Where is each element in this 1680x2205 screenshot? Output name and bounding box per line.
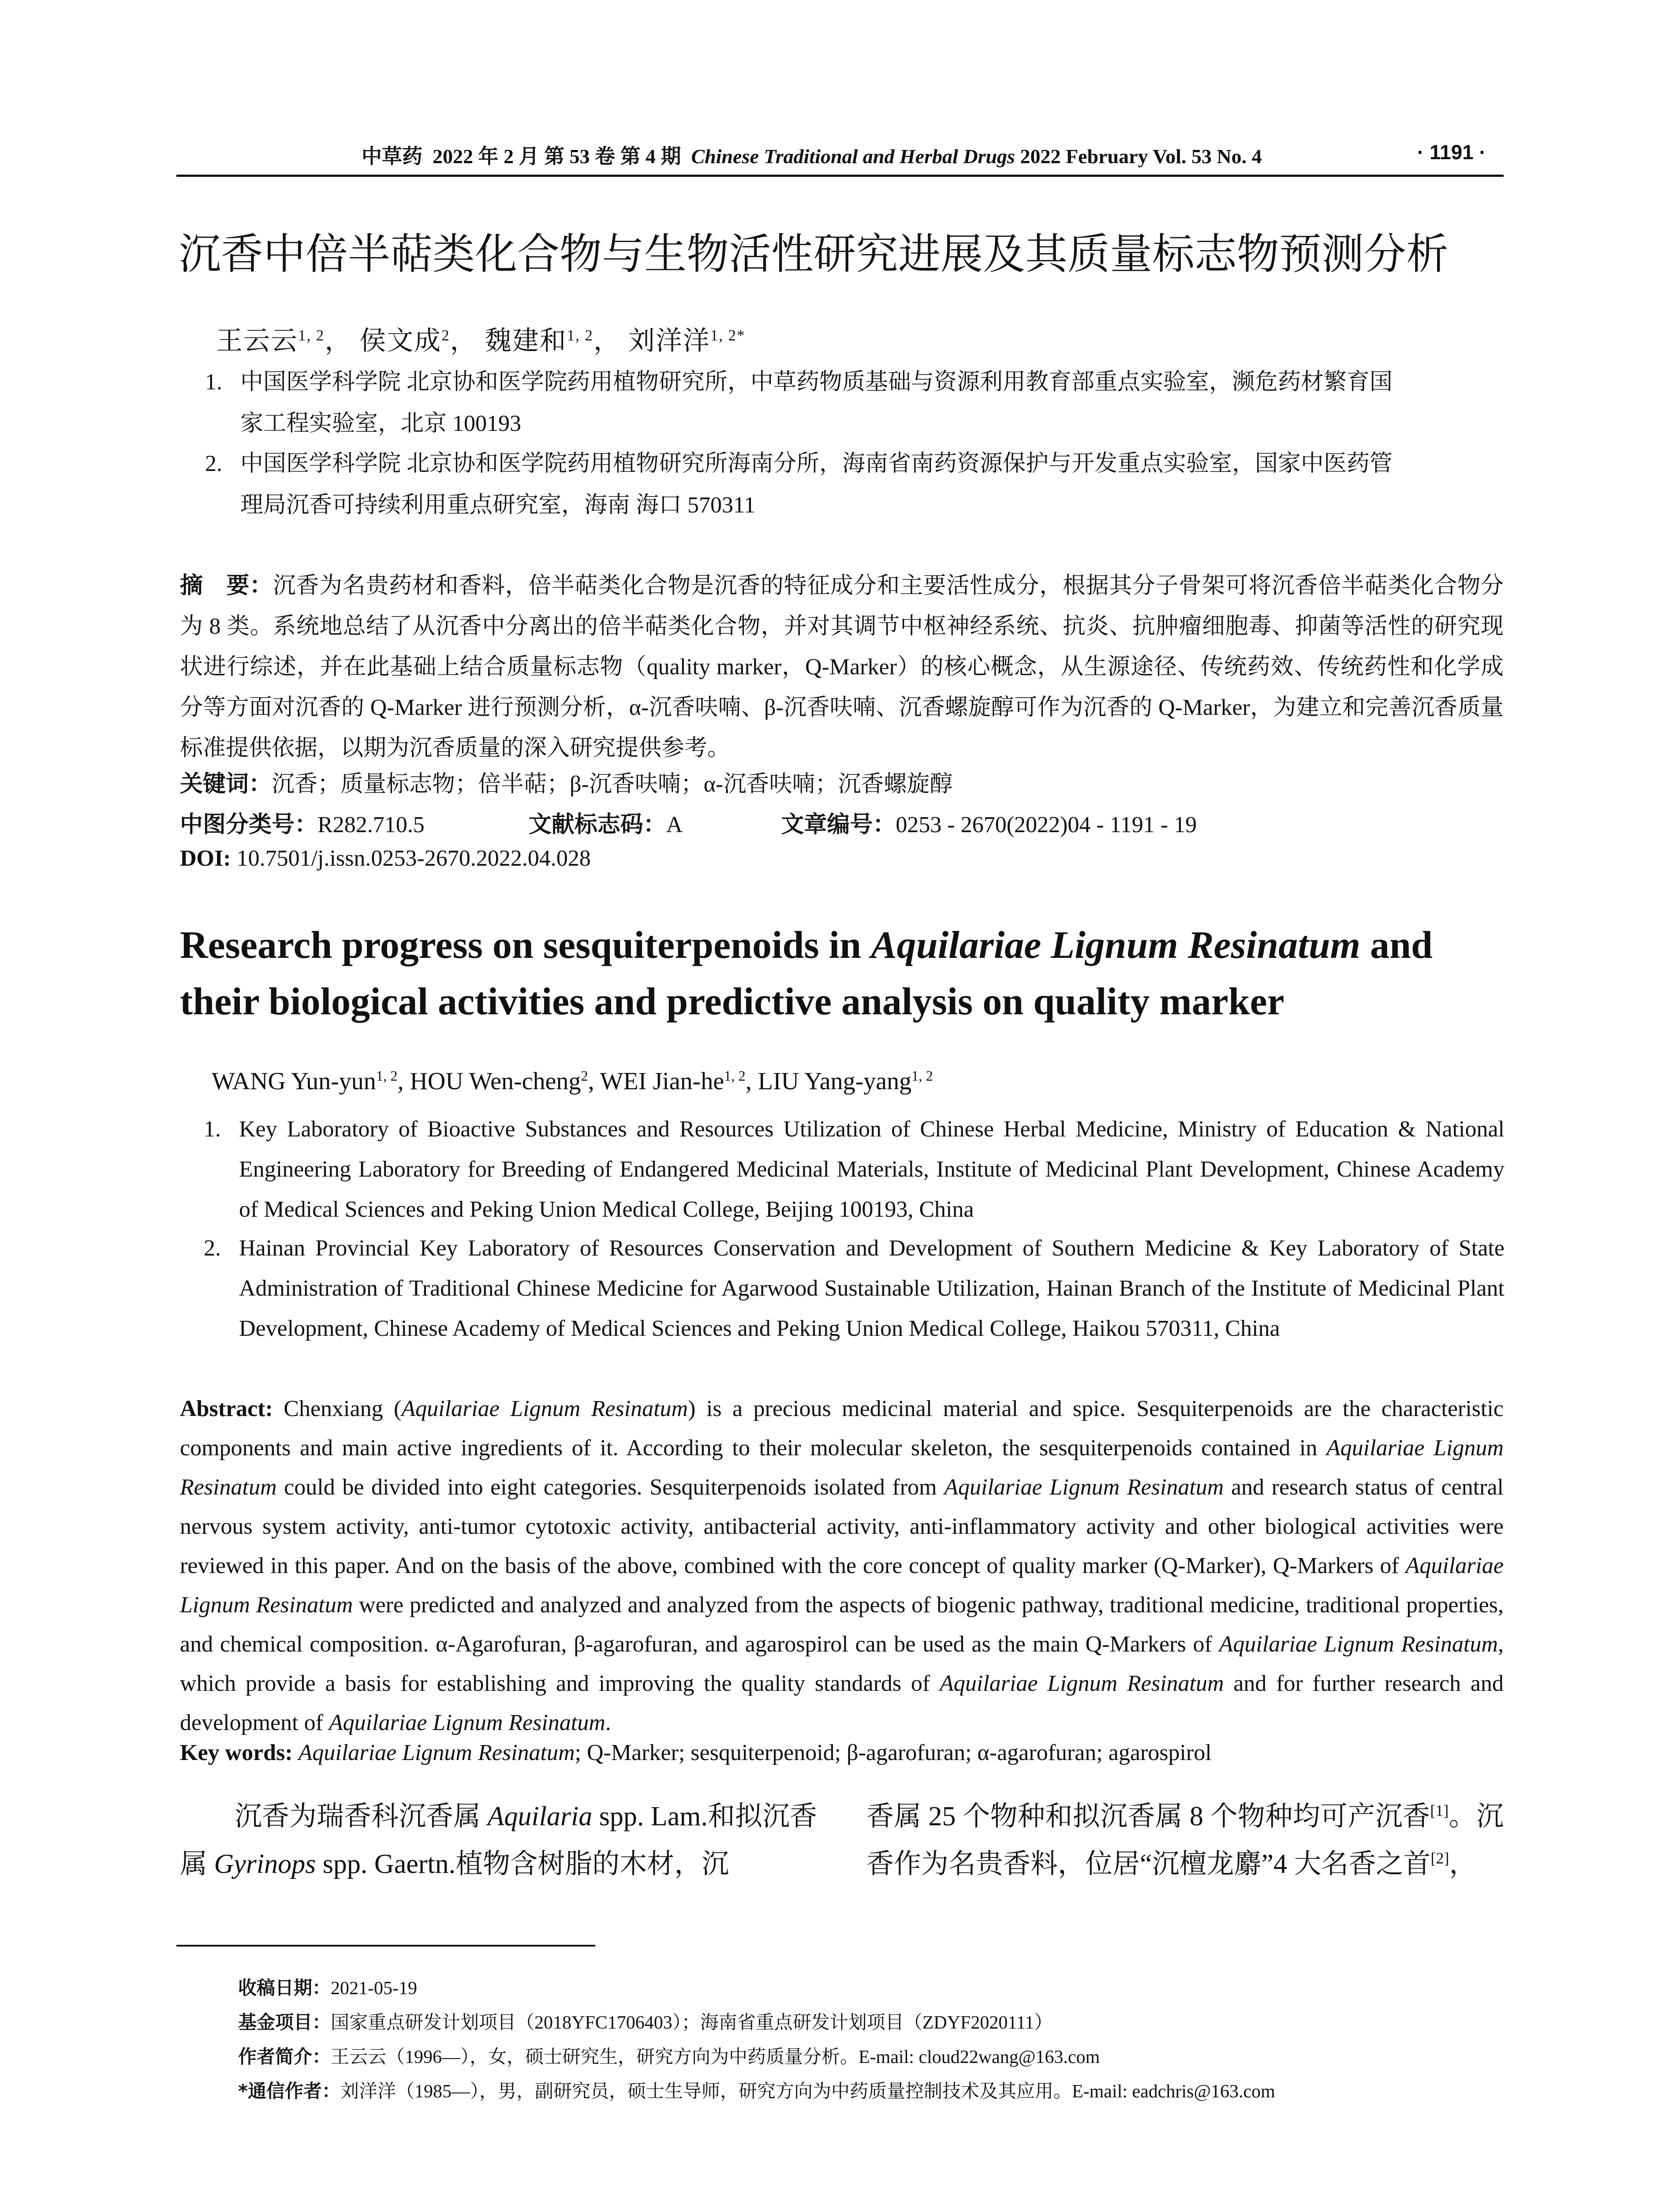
abstract-text: , which provide a basis for establishing and improving the quality standards of bbox=[180, 1632, 1504, 1696]
keywords-en bbox=[180, 1740, 1212, 1766]
footnote-corresponding bbox=[238, 2077, 1275, 2103]
affiliation-number: 1. bbox=[204, 1117, 221, 1142]
clc-value: R282.710.5 bbox=[317, 812, 425, 837]
page-number: · 1191 · bbox=[1417, 141, 1486, 164]
journal-name-cn: 中草药 bbox=[362, 145, 422, 168]
abstract-text: could be divided into eight categories. Sesquiterpenoids isolated from bbox=[276, 1475, 945, 1500]
author-en: WEI Jian-he bbox=[600, 1068, 724, 1095]
footnote-received bbox=[238, 1973, 417, 2000]
doi-line bbox=[180, 845, 591, 871]
title-en-part: Research progress on sesquiterpenoids in bbox=[180, 924, 871, 967]
author-cn: 侯文成 bbox=[359, 326, 442, 355]
keywords-cn bbox=[180, 765, 952, 798]
footnote-label: 基金项目： bbox=[238, 2011, 331, 2033]
species-name: Aquilariae Lignum Resinatum bbox=[180, 1435, 1504, 1500]
affiliation-en-2 bbox=[204, 1228, 1505, 1349]
abstract-en bbox=[180, 1389, 1504, 1742]
abstract-text: and for further research and development of bbox=[180, 1671, 1504, 1735]
species-name: Aquilariae Lignum Resinatum bbox=[1219, 1632, 1498, 1657]
running-header bbox=[176, 140, 1504, 167]
body-text: spp. Lam.和拟沉香属 bbox=[180, 1801, 817, 1879]
title-en bbox=[180, 917, 1504, 1030]
footnote-text: 刘洋洋（1985—），男，副研究员，硕士生导师，研究方向为中药质量控制技术及其应用。E-mail: eadchris@163.com bbox=[340, 2082, 1275, 2102]
abstract-text: Chenxiang ( bbox=[273, 1396, 402, 1421]
classification-line bbox=[180, 806, 1197, 839]
clc-label: 中图分类号： bbox=[180, 811, 318, 838]
keywords-text: 沉香；质量标志物；倍半萜；β-沉香呋喃；α-沉香呋喃；沉香螺旋醇 bbox=[272, 772, 953, 797]
abstract-text: were predicted and analyzed and analyzed from the aspects of biogenic pathway, traditional medicine, traditional properties, and chemical composition. α-Agarofuran, β-agarofuran, and agarospirol can be used as the main Q-Markers of bbox=[180, 1592, 1504, 1657]
affiliation-number: 2. bbox=[205, 451, 222, 476]
keywords-label: 关键词： bbox=[180, 771, 272, 797]
authors-cn: 王云云$^{1, 2}$， 侯文成$^2$， 魏建和$^{1, 2}$， 刘洋洋$^{1, 2*}$ bbox=[216, 326, 746, 355]
abstract-label: Abstract: bbox=[180, 1396, 273, 1421]
affiliation-line: 中国医学科学院 北京协和医学院药用植物研究所海南分所，海南省南药资源保护与开发重点实验室，国家中医药管 bbox=[240, 451, 1393, 476]
author-sup: 1, 2 bbox=[567, 327, 594, 344]
abstract-label: 摘 要： bbox=[180, 572, 273, 599]
affiliation-line: 家工程实验室，北京 100193 bbox=[240, 411, 522, 436]
affiliation-text: Key Laboratory of Bioactive Substances and Resources Utilization of Chinese Herbal Medicine, Ministry of Education & National Engineering Laboratory for Breeding of Endangered Medicinal Materials, Institute of Medicinal Plant Development, Chinese Academy of Medical Sciences and Peking Union Medical College, Beijing 100193, China bbox=[239, 1117, 1505, 1222]
keywords-species: Aquilariae Lignum Resinatum bbox=[298, 1740, 575, 1765]
species-name: Aquilariae Lignum Resinatum bbox=[329, 1710, 605, 1735]
body-text: ， bbox=[1449, 1849, 1477, 1879]
abstract-text: ) is a precious medicinal material and spice. Sesquiterpenoids are the characteristic components and main active ingredients of it. According to their molecular skeleton, the sesquiterpenoids contained in bbox=[180, 1396, 1504, 1461]
affiliation-cn-2 bbox=[205, 443, 1506, 526]
footnote-text: 国家重点研发计划项目（2018YFC1706403）；海南省重点研发计划项目（ZDYF2020111） bbox=[331, 2013, 1053, 2033]
footnote-rule bbox=[176, 1945, 595, 1947]
title-en-species: Aquilariae Lignum Resinatum bbox=[871, 924, 1361, 967]
title-cn: 沉香中倍半萜类化合物与生物活性研究进展及其质量标志物预测分析 bbox=[179, 229, 1449, 279]
affiliation-en-1 bbox=[204, 1109, 1505, 1230]
footnote-label: *通信作者： bbox=[238, 2080, 340, 2102]
affiliation-cn-1 bbox=[205, 362, 1506, 445]
author-cn: 魏建和 bbox=[485, 326, 567, 355]
body-text: 沉香为瑞香科沉香属 bbox=[235, 1801, 488, 1831]
footnote-label: 收稿日期： bbox=[238, 1977, 331, 1999]
footnote-text: 王云云（1996—），女，硕士研究生，研究方向为中药质量分析。E-mail: cloud22wang@163.com bbox=[331, 2047, 1100, 2067]
citation-ref[interactable]: [1] bbox=[1430, 1801, 1449, 1820]
doc-code-label: 文献标志码： bbox=[528, 811, 666, 838]
affiliation-text: Hainan Provincial Key Laboratory of Resources Conservation and Development of Southern Medicine & Key Laboratory of State Administration of Traditional Chinese Medicine for Agarwood Sustainable Utilization, Hainan Branch of the Institute of Medicinal Plant Development, Chinese Academy of Medical Sciences and Peking Union Medical College, Haikou 570311, China bbox=[239, 1236, 1505, 1341]
body-text: 香属 25 个物种和拟沉香属 8 个物种均可产沉香 bbox=[866, 1801, 1430, 1831]
doi-label: DOI: bbox=[180, 846, 231, 871]
footnote-author-bio bbox=[238, 2042, 1100, 2069]
body-text: 。沉香作为名贵香料，位居“沉檀龙麝”4 大名香之首 bbox=[866, 1801, 1504, 1879]
author-en: HOU Wen-cheng bbox=[410, 1068, 581, 1095]
title-en-part: and their biological activities and predictive analysis on quality marker bbox=[180, 924, 1433, 1023]
citation-ref[interactable]: [2] bbox=[1430, 1849, 1449, 1867]
body-column-left bbox=[180, 1793, 817, 1888]
genus-name: Aquilaria bbox=[487, 1801, 593, 1831]
genus-name: Gyrinops bbox=[214, 1849, 316, 1879]
doi-value[interactable]: 10.7501/j.issn.0253-2670.2022.04.028 bbox=[236, 846, 591, 871]
issue-date-cn: 2022 年 2 月 第 53 卷 第 4 期 bbox=[433, 145, 681, 168]
abstract-text: and research status of central nervous system activity, anti-tumor cytotoxic activity, antibacterial activity, anti-inflammatory activity and other biological activities were reviewed in this paper. And on the basis of the above, combined with the core concept of quality marker (Q-Marker), Q-Markers of bbox=[180, 1475, 1504, 1578]
author-cn: 王云云 bbox=[216, 326, 298, 355]
article-number-label: 文章编号： bbox=[781, 811, 896, 838]
author-sup: 1, 2* bbox=[710, 327, 746, 344]
abstract-text: . bbox=[605, 1710, 611, 1735]
abstract-cn bbox=[180, 565, 1504, 769]
author-sup: 2 bbox=[441, 327, 450, 344]
footnote-label: 作者简介： bbox=[238, 2046, 331, 2067]
author-sup: 2 bbox=[581, 1068, 588, 1084]
species-name: Aquilariae Lignum Resinatum bbox=[940, 1671, 1224, 1696]
author-sup: 1, 2 bbox=[298, 327, 325, 344]
author-sup: 1, 2 bbox=[376, 1068, 398, 1084]
species-name: Aquilariae Lignum Resinatum bbox=[944, 1475, 1224, 1500]
journal-citation bbox=[362, 140, 1262, 169]
issue-date-en: 2022 February Vol. 53 No. 4 bbox=[1020, 145, 1262, 168]
body-text: spp. Gaertn.植物含树脂的木材，沉 bbox=[316, 1849, 729, 1879]
doc-code-value: A bbox=[666, 812, 682, 837]
journal-name-en: Chinese Traditional and Herbal Drugs bbox=[691, 145, 1015, 168]
affiliation-number: 1. bbox=[205, 370, 222, 395]
affiliation-line: 中国医学科学院 北京协和医学院药用植物研究所，中草药物质基础与资源利用教育部重点实验室，濒危药材繁育国 bbox=[240, 370, 1393, 395]
keywords-label: Key words: bbox=[180, 1740, 293, 1765]
keywords-text: ; Q-Marker; sesquiterpenoid; β-agarofuran; α-agarofuran; agarospirol bbox=[575, 1740, 1212, 1765]
author-en: WANG Yun-yun bbox=[212, 1068, 376, 1095]
abstract-text: 沉香为名贵药材和香料，倍半萜类化合物是沉香的特征成分和主要活性成分，根据其分子骨架可将沉香倍半萜类化合物分为 8 类。系统地总结了从沉香中分离出的倍半萜类化合物，并对其调节中枢神经系统、抗炎、抗肿瘤细胞毒、抑菌等活性的研究现状进行综述，并在此基础上结合质量标志物（quality marker，Q-Marker）的核心概念，从生源途径、传统药效、传统药性和化学成分等方面对沉香的 Q-Marker 进行预测分析，α-沉香呋喃、β-沉香呋喃、沉香螺旋醇可作为沉香的 Q-Marker，为建立和完善沉香质量标准提供依据，以期为沉香质量的深入研究提供参考。 bbox=[180, 573, 1504, 761]
footnote-funding bbox=[238, 2008, 1053, 2034]
author-sup: 1, 2 bbox=[724, 1068, 746, 1084]
article-number-value: 0253 - 2670(2022)04 - 1191 - 19 bbox=[896, 812, 1197, 837]
author-sup: 1, 2 bbox=[911, 1068, 933, 1084]
species-name: Aquilariae Lignum Resinatum bbox=[401, 1396, 688, 1421]
body-column-right bbox=[866, 1793, 1504, 1888]
authors-en: WANG Yun-yun$^{1, 2}$, HOU Wen-cheng$^2$, WEI Jian-he$^{1, 2}$, LIU Yang-yang$^{1, 2}$ bbox=[212, 1068, 933, 1095]
author-en: LIU Yang-yang bbox=[758, 1068, 912, 1095]
author-cn: 刘洋洋 bbox=[628, 326, 710, 355]
affiliation-line: 理局沉香可持续利用重点研究室，海南 海口 570311 bbox=[240, 493, 756, 518]
species-name: Aquilariae Lignum Resinatum bbox=[180, 1553, 1504, 1618]
affiliation-number: 2. bbox=[204, 1236, 221, 1261]
footnote-text: 2021-05-19 bbox=[331, 1978, 417, 1999]
header-rule bbox=[176, 175, 1504, 177]
